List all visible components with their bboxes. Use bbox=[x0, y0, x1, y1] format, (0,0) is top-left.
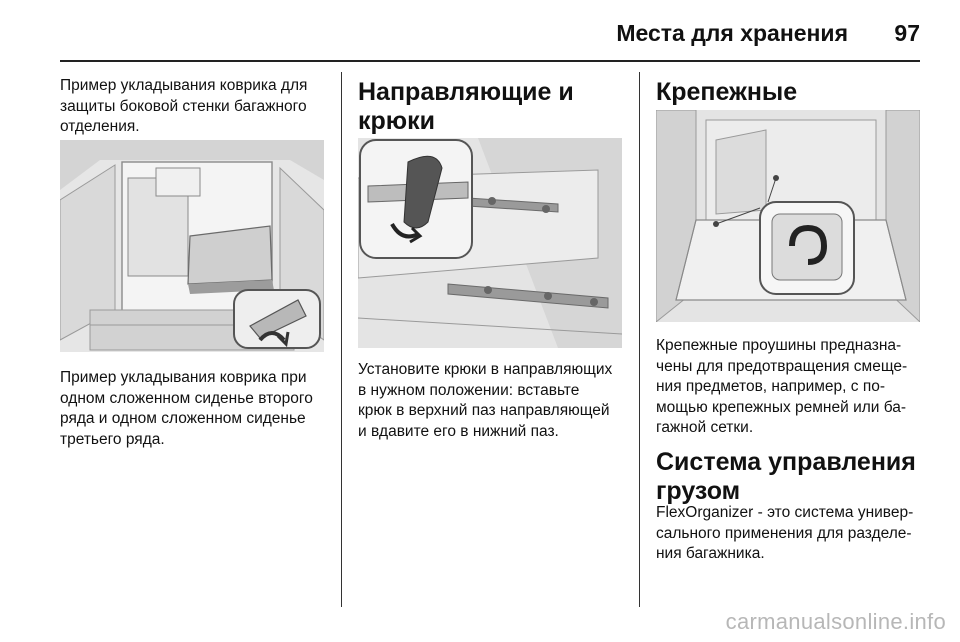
column-1 bbox=[60, 76, 322, 138]
illustration-lashing-eyes bbox=[656, 110, 920, 322]
column-1-lower bbox=[60, 368, 322, 450]
caption-folded-seats-mat: Пример укладывания коврика при одном сложенном сиденье второго ряда и одном сложенном сиденье третьего ряда. bbox=[60, 369, 313, 448]
running-header-title: Места для хранения bbox=[616, 20, 848, 46]
column-3-middle bbox=[656, 336, 918, 439]
column-3-lower bbox=[656, 503, 918, 565]
page-number: 97 bbox=[894, 20, 920, 46]
column-2-lower bbox=[358, 360, 620, 442]
paragraph-lashing-eyes: Крепежные проушины предназна- чены для предотвращения смеще- ния предметов, например, с по- мощью крепежных ремней или ба- гажной сетки. bbox=[656, 337, 908, 436]
column-divider-right bbox=[639, 72, 640, 607]
section-heading-rails-hooks: Направляющие и крюки bbox=[358, 78, 574, 135]
header-rule bbox=[60, 60, 920, 62]
paragraph-flexorganizer: FlexOrganizer - это система универ- сального применения для разделе- ния багажника. bbox=[656, 504, 914, 562]
caption-side-wall-mat: Пример укладывания коврика для защиты боковой стенки багажного отделения. bbox=[60, 77, 308, 135]
section-heading-lashing-eyes: Крепежные bbox=[656, 78, 798, 106]
watermark-text: carmanualsonline.info bbox=[725, 609, 946, 634]
column-3-heading2 bbox=[656, 448, 918, 506]
column-divider-left bbox=[341, 72, 342, 607]
section-heading-load-management: Система управления грузом bbox=[656, 448, 916, 505]
illustration-cargo-mat-folded-seats bbox=[60, 140, 324, 352]
paragraph-install-hooks: Установите крюки в направляющих в нужном положении: вставьте крюк в верхний паз направляющей и вдавите его в нижний паз. bbox=[358, 361, 613, 440]
illustration-cargo-rails-hooks bbox=[358, 138, 622, 348]
